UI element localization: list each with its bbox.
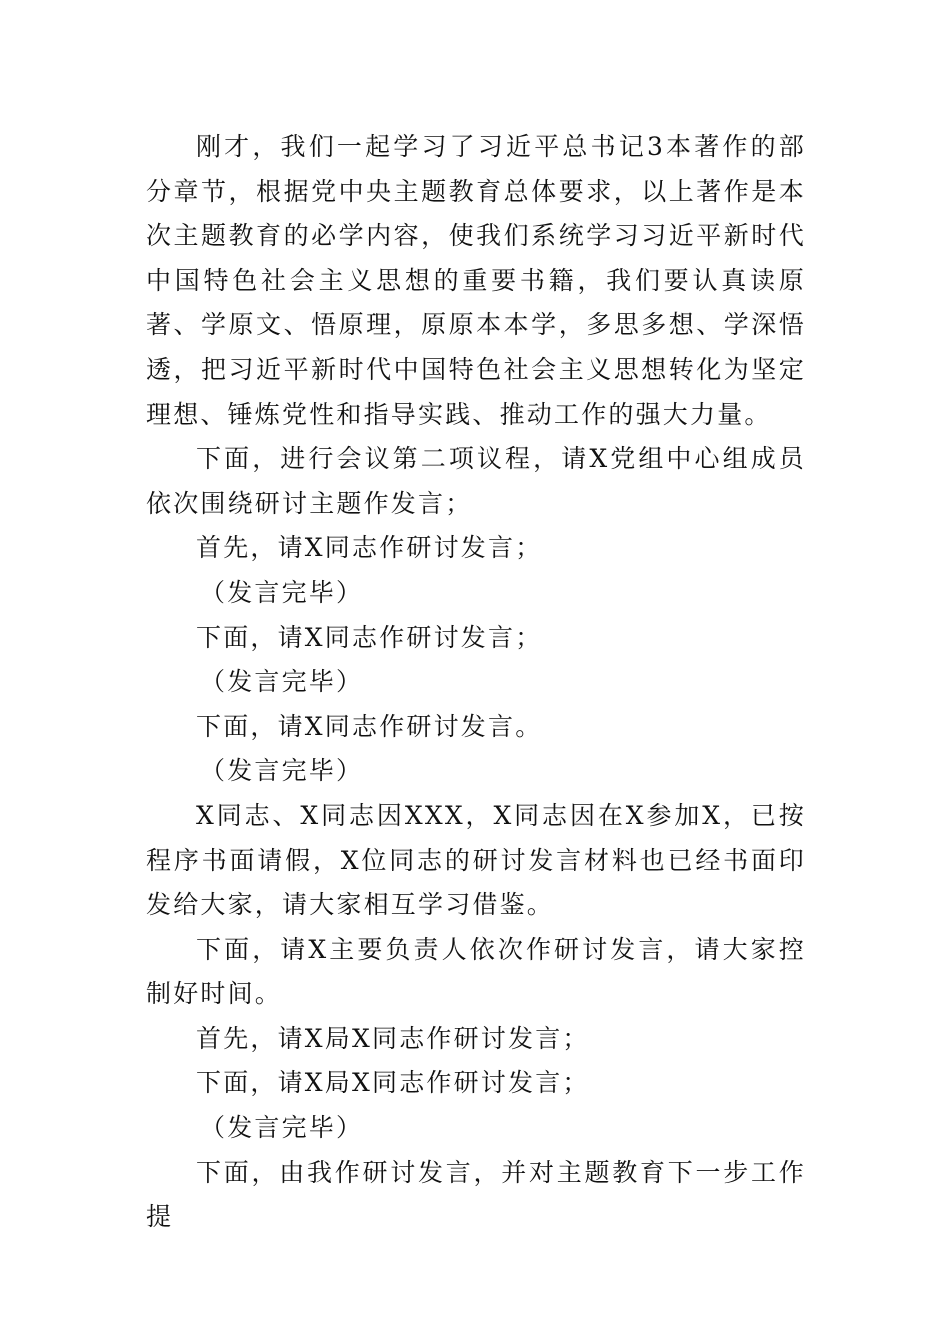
paragraph-first-bureau-speaker: 首先，请X局X同志作研讨发言；	[196, 1023, 590, 1053]
paragraph-second-agenda: 下面，进行会议第二项议程，请X党组中心组成员依次围绕研讨主题作发言；	[146, 444, 806, 518]
paragraph-next-bureau-speaker: 下面，请X局X同志作研讨发言；	[196, 1068, 590, 1098]
speech-finished-note: （发言完毕）	[200, 1113, 364, 1143]
paragraph-leave-notice: X同志、X同志因XXX，X同志因在X参加X，已按程序书面请假，X位同志的研讨发言材料也已经书面印发给大家，请大家相互学习借鉴。	[146, 800, 806, 920]
paragraph-study-summary: 刚才，我们一起学习了习近平总书记3本著作的部分章节，根据党中央主题教育总体要求，以上著作是本次主题教育的必学内容，使我们系统学习习近平新时代中国特色社会主义思想的重要书籍，我们要认真读原著、学原文、悟原理，原原本本学，多思多想、学深悟透，把习近平新时代中国特色社会主义思想转化为坚定理想、锤炼党性和指导实践、推动工作的强大力量。	[146, 132, 806, 429]
paragraph-first-speaker: 首先，请X同志作研讨发言；	[196, 533, 543, 563]
document-page	[146, 125, 806, 1240]
paragraph-host-speech: 下面，由我作研讨发言，并对主题教育下一步工作提	[146, 1157, 806, 1232]
speech-finished-note: （发言完毕）	[200, 667, 364, 697]
paragraph-next-speaker: 下面，请X同志作研讨发言；	[196, 622, 543, 652]
speech-finished-note: （发言完毕）	[200, 756, 364, 786]
paragraph-leaders-speech: 下面，请X主要负责人依次作研讨发言，请大家控制好时间。	[146, 934, 806, 1009]
paragraph-next-speaker: 下面，请X同志作研讨发言。	[196, 711, 543, 741]
speech-finished-note: （发言完毕）	[200, 577, 364, 607]
